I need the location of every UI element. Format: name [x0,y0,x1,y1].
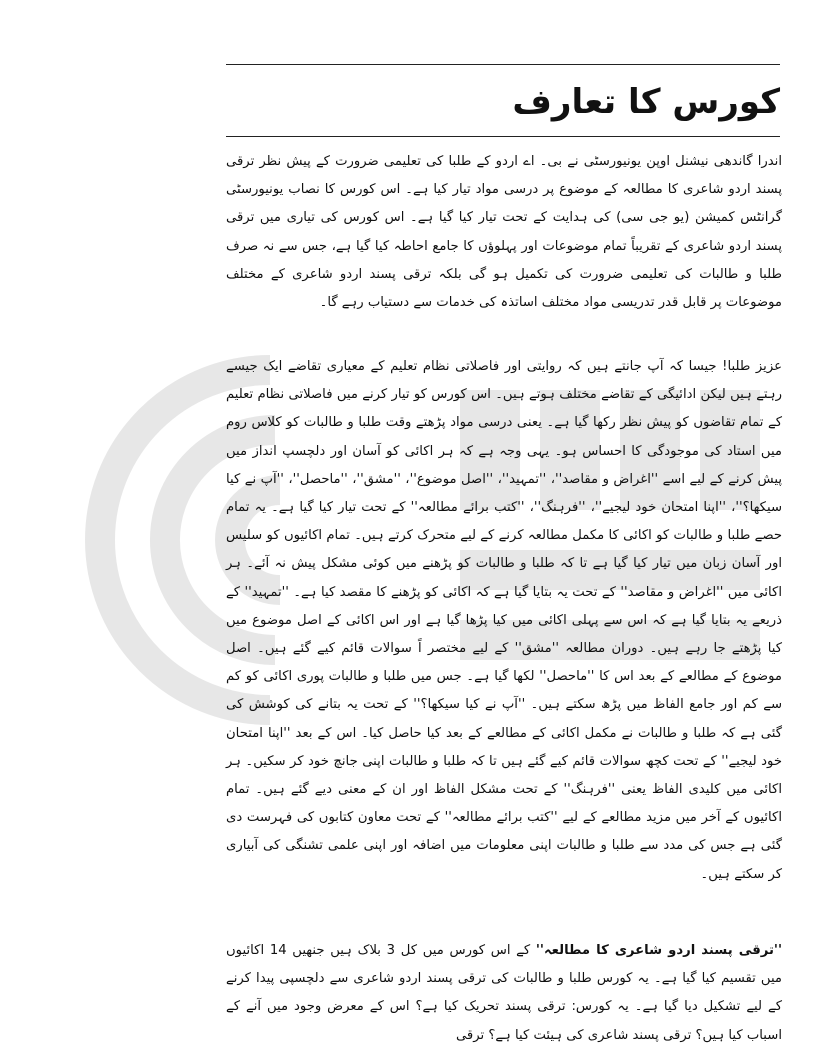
title-underline [226,136,780,137]
course-overview-text: کے اس کورس میں کل 3 بلاک ہیں جنھیں 14 اکائیوں میں تقسیم کیا گیا ہے۔ یہ کورس طلبا و طالبات کی ترقی پسند اردو شاعری سے دلچسپی پیدا کرنے کے لیے تشکیل دیا گیا ہے۔ یہ کورس: ترقی پسند تحریک کیا ہے؟ اس کے معرض وجود میں آنے کے اسباب کیا ہیں؟ ترقی پسند شاعری کی ہیئت کیا ہے؟ ترقی [226,943,782,1043]
course-overview-paragraph [226,937,782,1050]
course-name-lead: ''ترقی پسند اردو شاعری کا مطالعہ'' [535,943,782,958]
intro-paragraph: اندرا گاندھی نیشنل اوپن یونیورسٹی نے بی۔ اے اردو کے طلبا کی تعلیمی ضرورت کے پیش نظر ترقی پسند اردو شاعری کا مطالعہ کے موضوع پر درسی مواد تیار کیا ہے۔ اس کورس کا نصاب یونیورسٹی گرانٹس کمیشن (یو جی سی) کی ہدایت کے تحت تیار کیا گیا ہے۔ اس کورس کی تیاری میں ترقی پسند اردو شاعری کے تقریباً تمام موضوعات اور پہلوؤں کا جامع احاطہ کیا گیا ہے، جس سے نہ صرف طلبا و طالبات کی تعلیمی ضرورت کی تکمیل ہو گی بلکہ ترقی پسند اردو شاعری کے مختلف موضوعات پر قابل قدر تدریسی مواد مختلف اساتذہ کی خدمات سے دستیاب رہے گا۔ [226,154,782,311]
structure-paragraph: عزیز طلبا! جیسا کہ آپ جانتے ہیں کہ روایتی اور فاصلاتی نظام تعلیم کے معیاری تقاضے ایک جیسے رہتے ہیں لیکن ادائیگی کے تقاضے مختلف ہوتے ہیں۔ اس کورس کو تیار کرنے میں فاصلاتی نظام تعلیم کے تمام تقاضوں کو پیش نظر رکھا گیا ہے۔ یعنی درسی مواد پڑھتے وقت طلبا و طالبات کو کلاس روم میں استاد کی موجودگی کا احساس ہو۔ یہی وجہ ہے کہ ہر اکائی کو آسان اور دلچسپ انداز میں پیش کرنے کے لیے اسے ''اغراض و مقاصد''، ''تمہید''، ''اصل موضوع''، ''مشق''، ''ماحصل''، ''آپ نے کیا سیکھا؟''، ''اپنا امتحان خود لیجیے''، ''فرہنگ''، ''کتب برائے مطالعہ'' کے تحت تیار کیا گیا ہے۔ یہ تمام حصے طلبا و طالبات کو اکائی کا مکمل مطالعہ کرنے کے لیے متحرک کرتے ہیں۔ تمام اکائیوں کو سلیس اور آسان زبان میں تیار کیا گیا ہے تا کہ طلبا و طالبات کو پڑھنے میں کوئی مشکل پیش نہ آئے۔ ہر اکائی میں ''اغراض و مقاصد'' کے تحت یہ بتایا گیا ہے کہ اکائی کو پڑھنے کا مقصد کیا ہے۔ ''تمہید'' کے ذریعے یہ بتایا گیا ہے کہ اس سے پہلی اکائی میں کیا پڑھا گیا ہے اور اس اکائی کے اصل موضوع میں کیا پڑھتے جا رہے ہیں۔ دوران مطالعہ ''مشق'' کے لیے مختصر اً سوالات قائم کیے گئے ہیں۔ اصل موضوع کے مطالعے کے بعد اس کا ''ماحصل'' لکھا گیا ہے۔ جس میں طلبا و طالبات پوری اکائی کو کم سے کم اور جامع الفاظ میں پڑھ سکتے ہیں۔ ''آپ نے کیا سیکھا؟'' کے تحت یہ بتانے کی کوشش کی گئی ہے کہ طلبا و طالبات نے مکمل اکائی کے مطالعے کے بعد کیا حاصل کیا۔ اس کے بعد ''اپنا امتحان خود لیجیے'' کے تحت کچھ سوالات قائم کیے گئے ہیں تا کہ طلبا و طالبات اپنی جانچ خود کر سکیں۔ ہر اکائی میں کلیدی الفاظ یعنی ''فرہنگ'' کے تحت مشکل الفاظ اور ان کے معنی دیے گئے ہیں۔ تمام اکائیوں کے آخر میں مزید مطالعے کے لیے ''کتب برائے مطالعہ'' کے تحت معاون کتابوں کی فہرست دی گئی ہے جس کی مدد سے طلبا و طالبات اپنی معلومات میں اضافہ اور اپنی علمی تشنگی کی آبیاری کر سکتے ہیں۔ [226,359,782,882]
top-rule [226,64,780,65]
page-title: کورس کا تعارف [512,82,780,122]
